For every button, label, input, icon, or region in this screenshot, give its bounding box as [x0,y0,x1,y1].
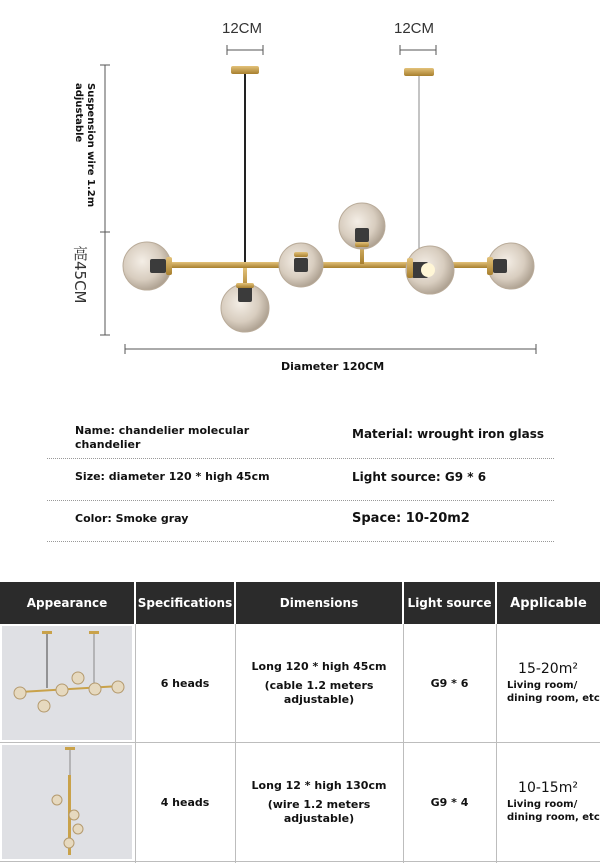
header-light-source: Light source [404,582,495,624]
chandelier-4-heads-image [2,745,132,859]
spec-divider-3 [47,541,554,542]
row2-dim-sub: (wire 1.2 meters adjustable) [267,797,371,825]
product-table [0,582,600,863]
header-appearance: Appearance [0,582,134,624]
row1-dimensions [236,624,402,742]
row1-applicable [497,624,600,742]
chandelier-6-heads-image [2,626,132,740]
header-specifications: Specifications [136,582,234,624]
thumbnail-4-heads [2,745,132,859]
diameter-dimension-line [125,344,536,354]
side-dimension-lines [100,65,110,335]
row2-spec: 4 heads [160,795,210,809]
row2-area: 10-15m² [518,780,578,796]
spec-color: Color: Smoke gray [75,512,189,525]
spec-divider-2 [47,500,554,501]
left-canopy [231,66,259,74]
row1-light: G9 * 6 [430,676,469,690]
right-canopy [404,68,434,76]
row1-dim-sub: (cable 1.2 meters adjustable) [264,678,374,706]
spec-light-source: Light source: G9 * 6 [352,470,487,484]
product-diagram [0,0,600,400]
row1-use: Living room/ dining room, etc [507,680,600,704]
canopy-width-label-right: 12CM [394,20,435,37]
spec-space: Space: 10-20m2 [352,511,470,526]
thumbnail-6-heads [2,626,132,740]
row2-light: G9 * 4 [430,795,469,809]
row1-spec: 6 heads [160,676,210,690]
row1-area: 15-20m² [518,661,578,677]
row1-dim-main: Long 120 * high 45cm [251,659,387,673]
spec-divider-1 [47,458,554,459]
top-dimension-lines [227,45,436,55]
suspension-wire-label: Suspension wire 1.2m adjustable [73,83,96,208]
row2-use: Living room/ dining room, etc [507,799,600,823]
spec-size: Size: diameter 120 * high 45cm [75,470,270,483]
header-applicable: Applicable [497,582,600,624]
row2-applicable [497,743,600,861]
header-dimensions: Dimensions [236,582,402,624]
chandelier-illustration [0,0,600,400]
row2-dim-main: Long 12 * high 130cm [251,778,387,792]
spec-material: Material: wrought iron glass [352,427,545,441]
height-label: 高45CM [71,246,89,304]
diameter-label: Diameter 120CM [281,360,385,373]
row2-dimensions [236,743,402,861]
spec-name: Name: chandelier molecular chandelier [75,424,250,451]
canopy-width-label-left: 12CM [222,20,263,37]
